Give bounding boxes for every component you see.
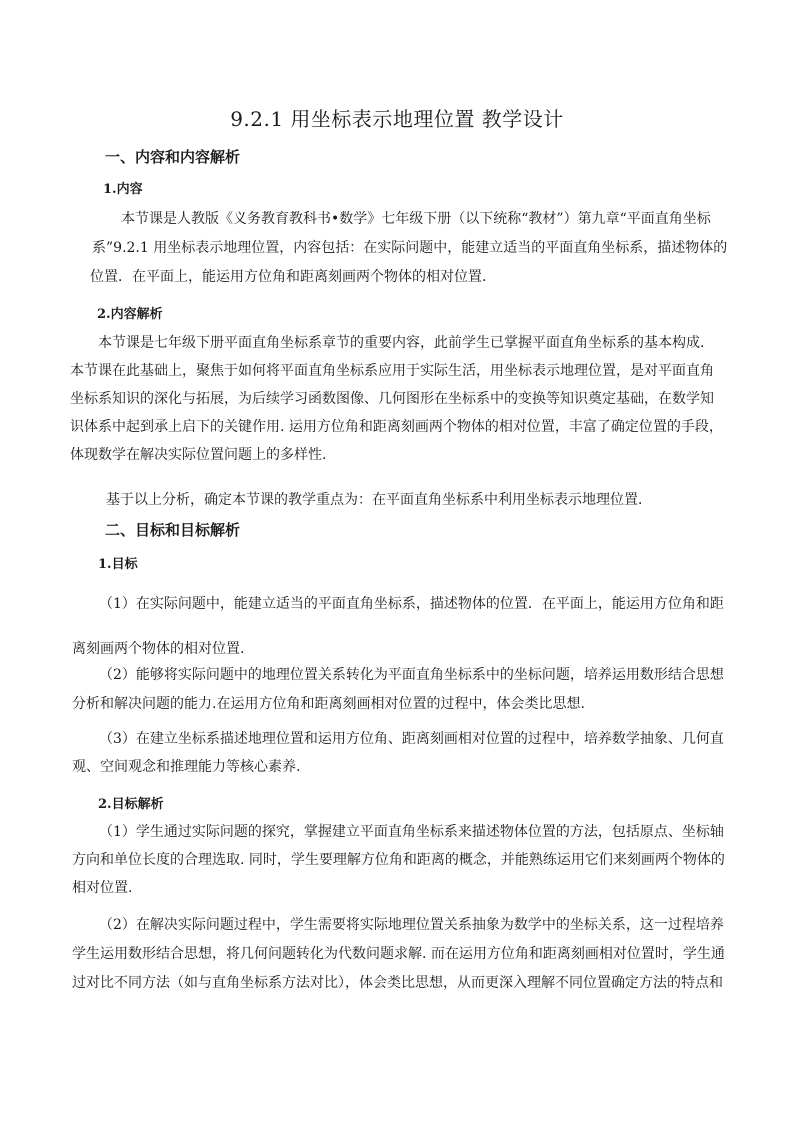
text-line: 本节课是人教版《义务教育教科书•数学》七年级下册（以下统称“教材”）第九章“平面直角坐标 [121, 211, 711, 227]
text-line: 位置．在平面上，能运用方位角和距离刻画两个物体的相对位置． [90, 269, 496, 285]
text-line: 过对比不同方法（如与直角坐标系方法对比），体会类比思想，从而更深入理解不同位置确定方法的特点和 [72, 975, 723, 991]
content-analysis-paragraph [70, 329, 735, 469]
section-heading-content: 一、内容和内容解析 [105, 148, 241, 166]
document-title: 9.2.1 用坐标表示地理位置 教学设计 [230, 107, 564, 131]
subheading-content: 1.内容 [103, 182, 143, 197]
text-line: （2）在解决实际问题过程中，学生需要将实际地理位置关系抽象为数学中的坐标关系，这一过程培养 [99, 917, 724, 933]
text-line: （1）在实际问题中，能建立适当的平面直角坐标系，描述物体的位置．在平面上，能运用方位角和距 [99, 596, 724, 612]
text-line: 识体系中起到承上启下的关键作用. 运用方位角和距离刻画两个物体的相对位置，丰富了确定位置的手段， [70, 419, 723, 435]
text-line: 本节课在此基础上，聚焦于如何将平面直角坐标系应用于实际生活，用坐标表示地理位置，是对平面直角 [70, 363, 714, 379]
subheading-content-analysis: 2.内容解析 [97, 307, 163, 322]
text-line: 观、空间观念和推理能力等核心素养. [72, 759, 301, 775]
text-line: 体现数学在解决实际位置问题上的多样性. [70, 447, 327, 463]
teaching-focus-summary: 基于以上分析，确定本节课的教学重点为：在平面直角坐标系中利用坐标表示地理位置． [106, 492, 652, 508]
content-paragraph [90, 205, 730, 292]
goal-paragraph-3 [72, 725, 737, 781]
subheading-goals: 1.目标 [98, 557, 138, 572]
text-line: （3）在建立坐标系描述地理位置和运用方位角、距离刻画相对位置的过程中，培养数学抽象、几何直 [99, 731, 724, 747]
subheading-goal-analysis: 2.目标解析 [98, 797, 164, 812]
text-line: （2）能够将实际问题中的地理位置关系转化为平面直角坐标系中的坐标问题，培养运用数形结合思想 [99, 667, 724, 683]
text-line: 本节课是七年级下册平面直角坐标系章节的重要内容，此前学生已掌握平面直角坐标系的基本构成. [98, 335, 705, 351]
goal-analysis-paragraph-1 [72, 818, 737, 902]
text-line: 离刻画两个物体的相对位置. [72, 641, 245, 657]
text-line: （1）学生通过实际问题的探究，掌握建立平面直角坐标系来描述物体位置的方法，包括原点、坐标轴 [99, 824, 724, 840]
text-line: 学生运用数形结合思想，将几何问题转化为代数问题求解. 而在运用方位角和距离刻画相对位置时，学生通 [72, 946, 725, 962]
text-line: 方向和单位长度的合理选取. 同时，学生要理解方位角和距离的概念，并能熟练运用它们来刻画两个物体的 [72, 852, 725, 868]
goal-paragraph-1 [72, 582, 737, 672]
text-line: 分析和解决问题的能力.在运用方位角和距离刻画相对位置的过程中，体会类比思想. [72, 696, 585, 712]
goal-analysis-paragraph-2 [72, 911, 737, 998]
goal-paragraph-2 [72, 661, 737, 719]
text-line: 系”9.2.1 用坐标表示地理位置，内容包括：在实际问题中，能建立适当的平面直角坐标系，描述物体的 [92, 240, 728, 256]
section-heading-goals: 二、目标和目标解析 [105, 521, 241, 539]
text-line: 坐标系知识的深化与拓展，为后续学习函数图像、几何图形在坐标系中的变换等知识奠定基础，在数学知 [70, 391, 714, 407]
text-line: 相对位置. [72, 880, 133, 896]
